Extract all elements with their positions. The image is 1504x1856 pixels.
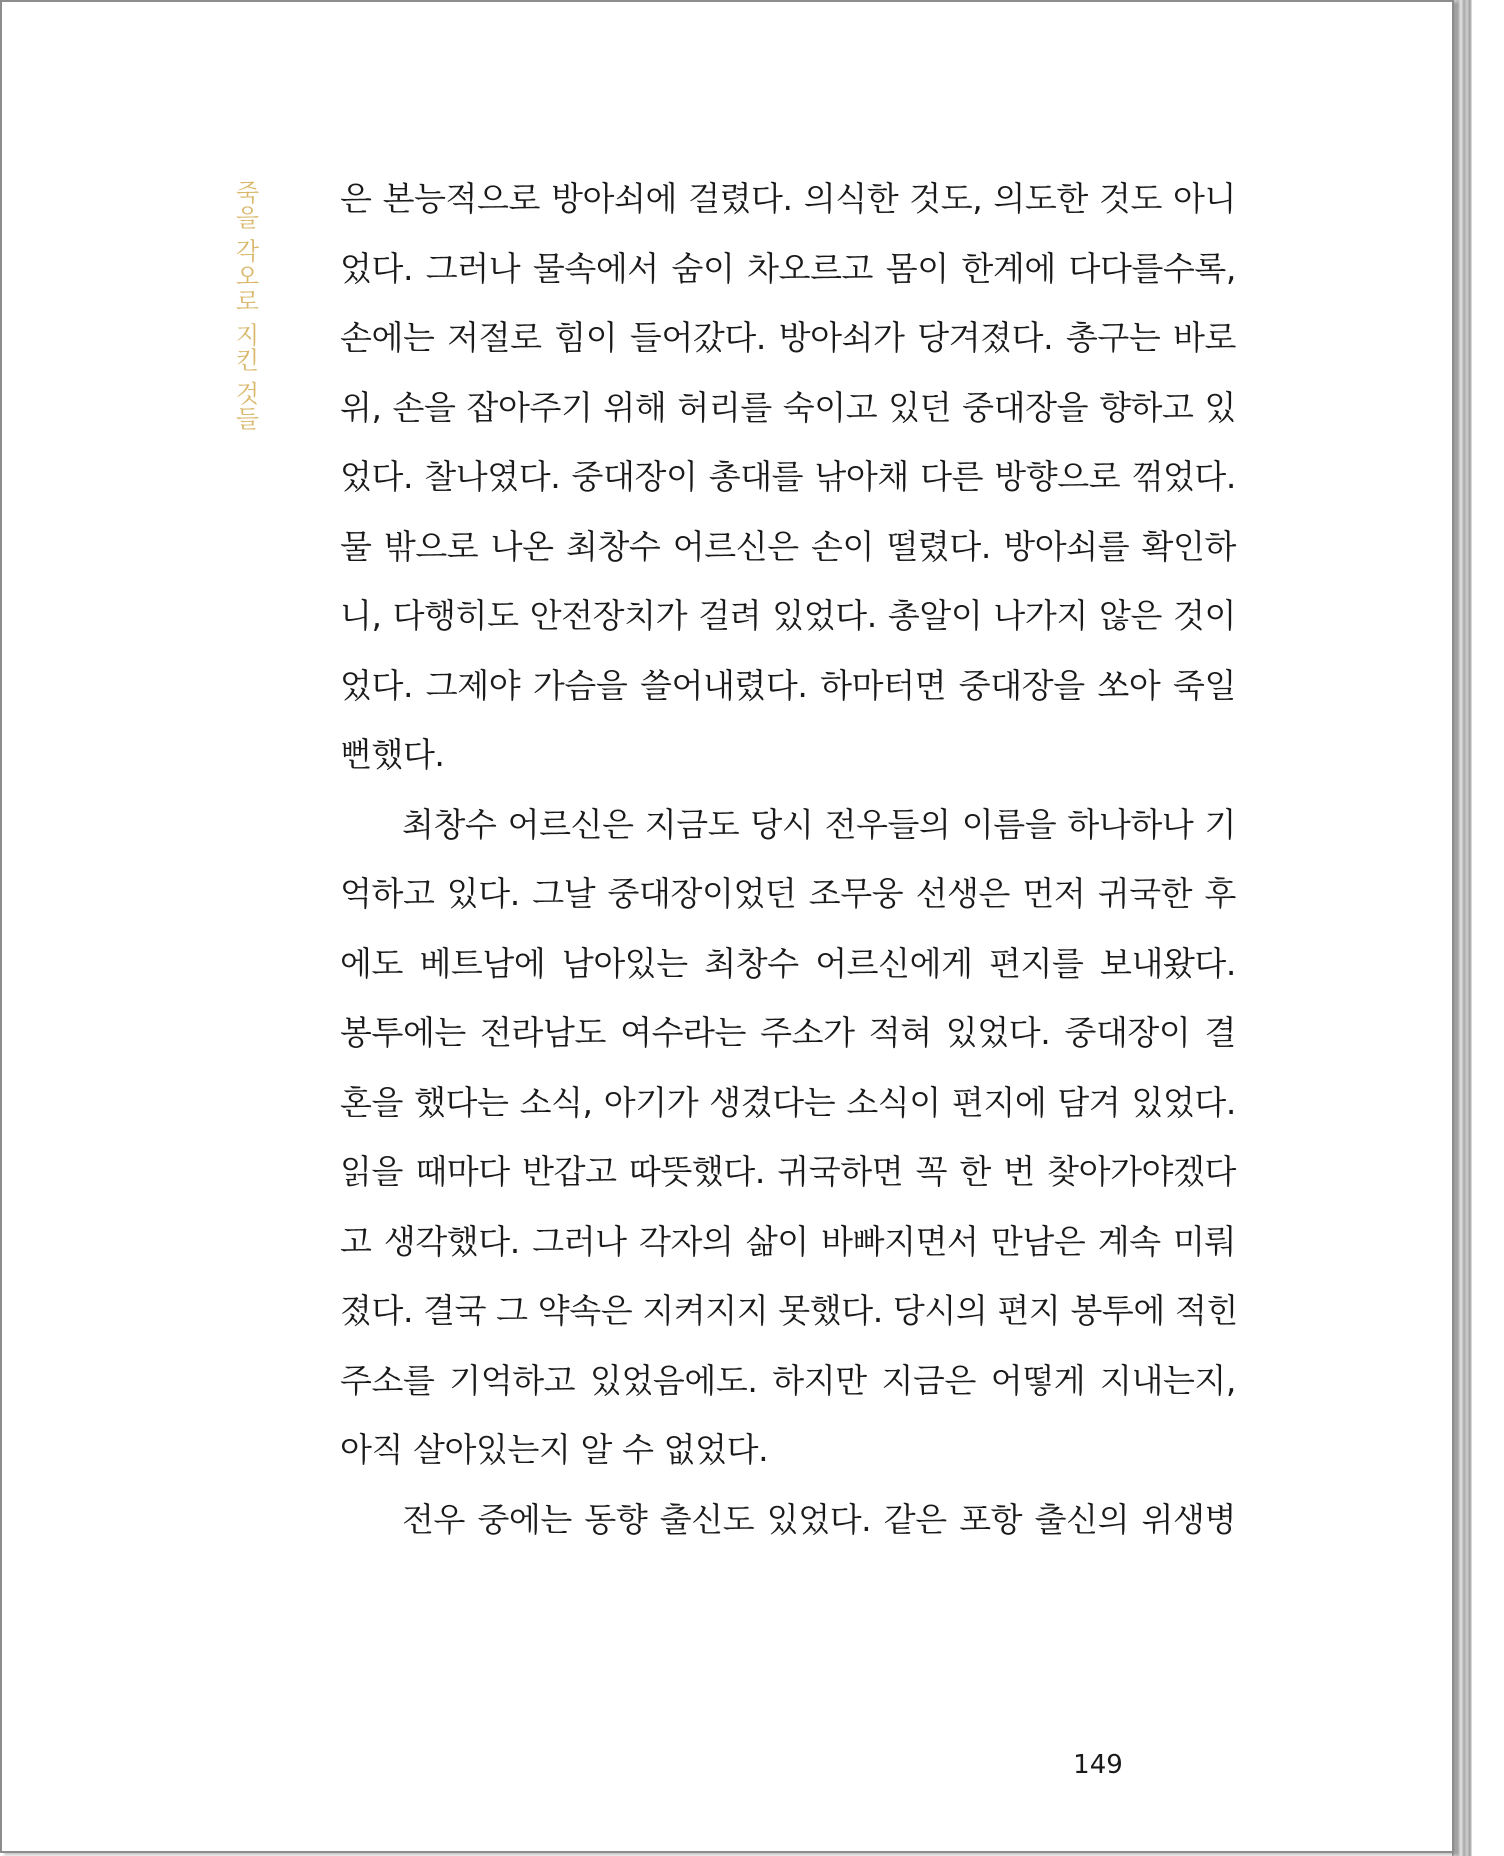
text-line: 었다. 찰나였다. 중대장이 총대를 낚아채 다른 방향으로 꺾었다. [340, 457, 1236, 496]
text-line: 억하고 있다. 그날 중대장이었던 조무웅 선생은 먼저 귀국한 후 [340, 874, 1236, 913]
text-line: 읽을 때마다 반갑고 따뜻했다. 귀국하면 꼭 한 번 찾아가야겠다 [340, 1152, 1236, 1191]
text-line: 고 생각했다. 그러나 각자의 삶이 바빠지면서 만남은 계속 미뤄 [340, 1221, 1236, 1261]
text-line: 물 밖으로 나온 최창수 어르신은 손이 떨렸다. 방아쇠를 확인하 [340, 526, 1236, 566]
page-number: 149 [1073, 1750, 1123, 1780]
text-line: 었다. 그러나 물속에서 숨이 차오르고 몸이 한계에 다다를수록, [340, 248, 1236, 288]
text-line: 혼을 했다는 소식, 아기가 생겼다는 소식이 편지에 담겨 있었다. [340, 1082, 1236, 1122]
text-line: 위, 손을 잡아주기 위해 허리를 숙이고 있던 중대장을 향하고 있 [340, 387, 1236, 427]
text-line: 주소를 기억하고 있었음에도. 하지만 지금은 어떻게 지내는지, [340, 1360, 1236, 1400]
text-line: 뻔했다. [340, 735, 445, 774]
text-line: 아직 살아있는지 알 수 없었다. [340, 1430, 769, 1469]
text-line: 손에는 저절로 힘이 들어갔다. 방아쇠가 당겨졌다. 총구는 바로 [340, 318, 1236, 357]
body-text [340, 164, 1236, 1554]
text-line: 봉투에는 전라남도 여수라는 주소가 적혀 있었다. 중대장이 결 [340, 1013, 1236, 1052]
text-line: 었다. 그제야 가슴을 쓸어내렸다. 하마터면 중대장을 쏘아 죽일 [340, 665, 1236, 705]
text-line: 졌다. 결국 그 약속은 지켜지지 못했다. 당시의 편지 봉투에 적힌 [340, 1291, 1238, 1330]
page-edge-stack [1452, 0, 1472, 1856]
text-line: 최창수 어르신은 지금도 당시 전우들의 이름을 하나하나 기 [402, 804, 1236, 844]
text-line: 전우 중에는 동향 출신도 있었다. 같은 포항 출신의 위생병 [402, 1499, 1236, 1539]
text-line: 은 본능적으로 방아쇠에 걸렸다. 의식한 것도, 의도한 것도 아니 [340, 179, 1236, 218]
text-line: 니, 다행히도 안전장치가 걸려 있었다. 총알이 나가지 않은 것이 [340, 596, 1236, 635]
text-line: 에도 베트남에 남아있는 최창수 어르신에게 편지를 보내왔다. [340, 943, 1236, 983]
running-head: 죽을 각오로 지킨 것들 [231, 180, 259, 431]
